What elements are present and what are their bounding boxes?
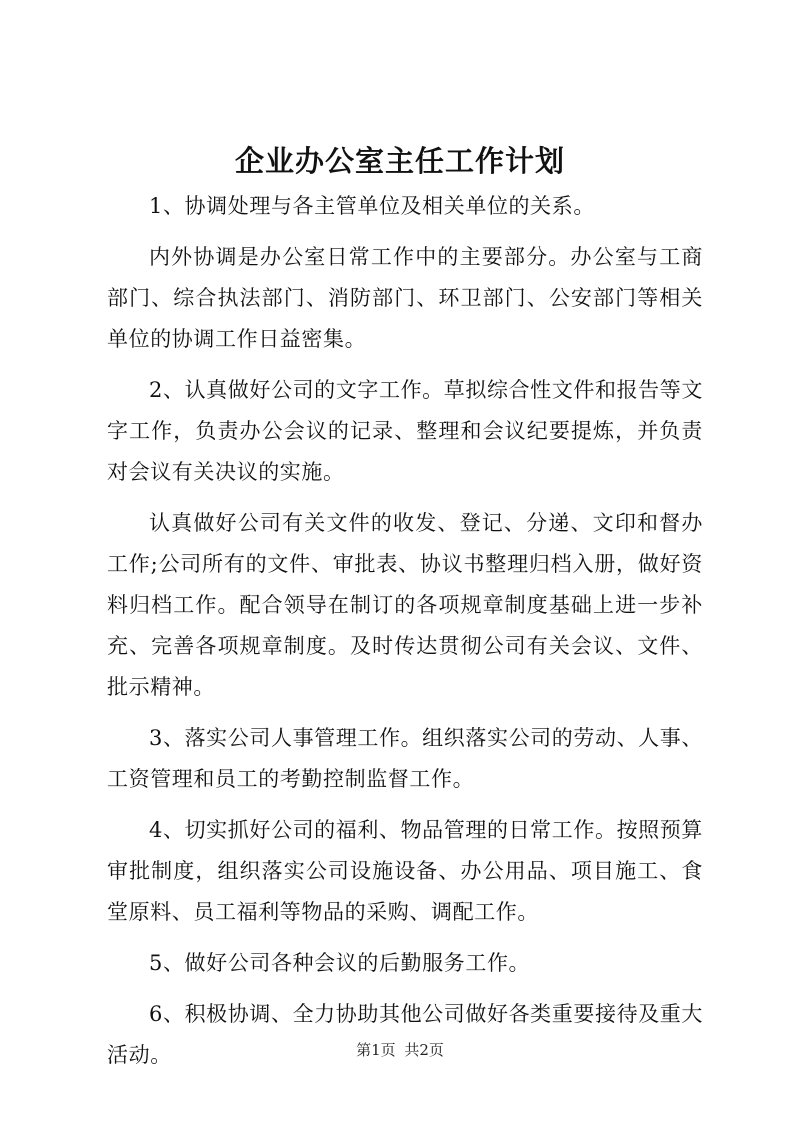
page-total: 共2页 bbox=[404, 1041, 444, 1059]
document-body bbox=[107, 186, 703, 1086]
paragraph-1: 1、协调处理与各主管单位及相关单位的关系。 bbox=[149, 194, 595, 218]
page-number: 第1页 bbox=[356, 1041, 396, 1059]
document-title: 企业办公室主任工作计划 bbox=[234, 144, 565, 178]
paragraph-2: 内外协调是办公室日常工作中的主要部分。办公室与工商部门、综合执法部门、消防部门、环卫部门、公安部门等相关单位的协调工作日益密集。 bbox=[107, 245, 703, 351]
paragraph-6: 4、切实抓好公司的福利、物品管理的日常工作。按照预算审批制度，组织落实公司设施设备、办公用品、项目施工、食堂原料、员工福利等物品的采购、调配工作。 bbox=[107, 818, 703, 924]
page-footer bbox=[0, 1040, 800, 1060]
paragraph-3: 2、认真做好公司的文字工作。草拟综合性文件和报告等文字工作，负责办公会议的记录、整理和会议纪要提炼，并负责对会议有关决议的实施。 bbox=[107, 378, 703, 484]
paragraph-4: 认真做好公司有关文件的收发、登记、分递、文印和督办工作;公司所有的文件、审批表、协议书整理归档入册，做好资料归档工作。配合领导在制订的各项规章制度基础上进一步补充、完善各项规章制度。及时传达贯彻公司有关会议、文件、批示精神。 bbox=[107, 511, 703, 699]
paragraph-5: 3、落实公司人事管理工作。组织落实公司的劳动、人事、工资管理和员工的考勤控制监督工作。 bbox=[107, 726, 703, 791]
paragraph-8: 6、积极协调、全力协助其他公司做好各类重要接待及重大活动。 bbox=[107, 1002, 703, 1067]
paragraph-7: 5、做好公司各种会议的后勤服务工作。 bbox=[149, 951, 531, 975]
